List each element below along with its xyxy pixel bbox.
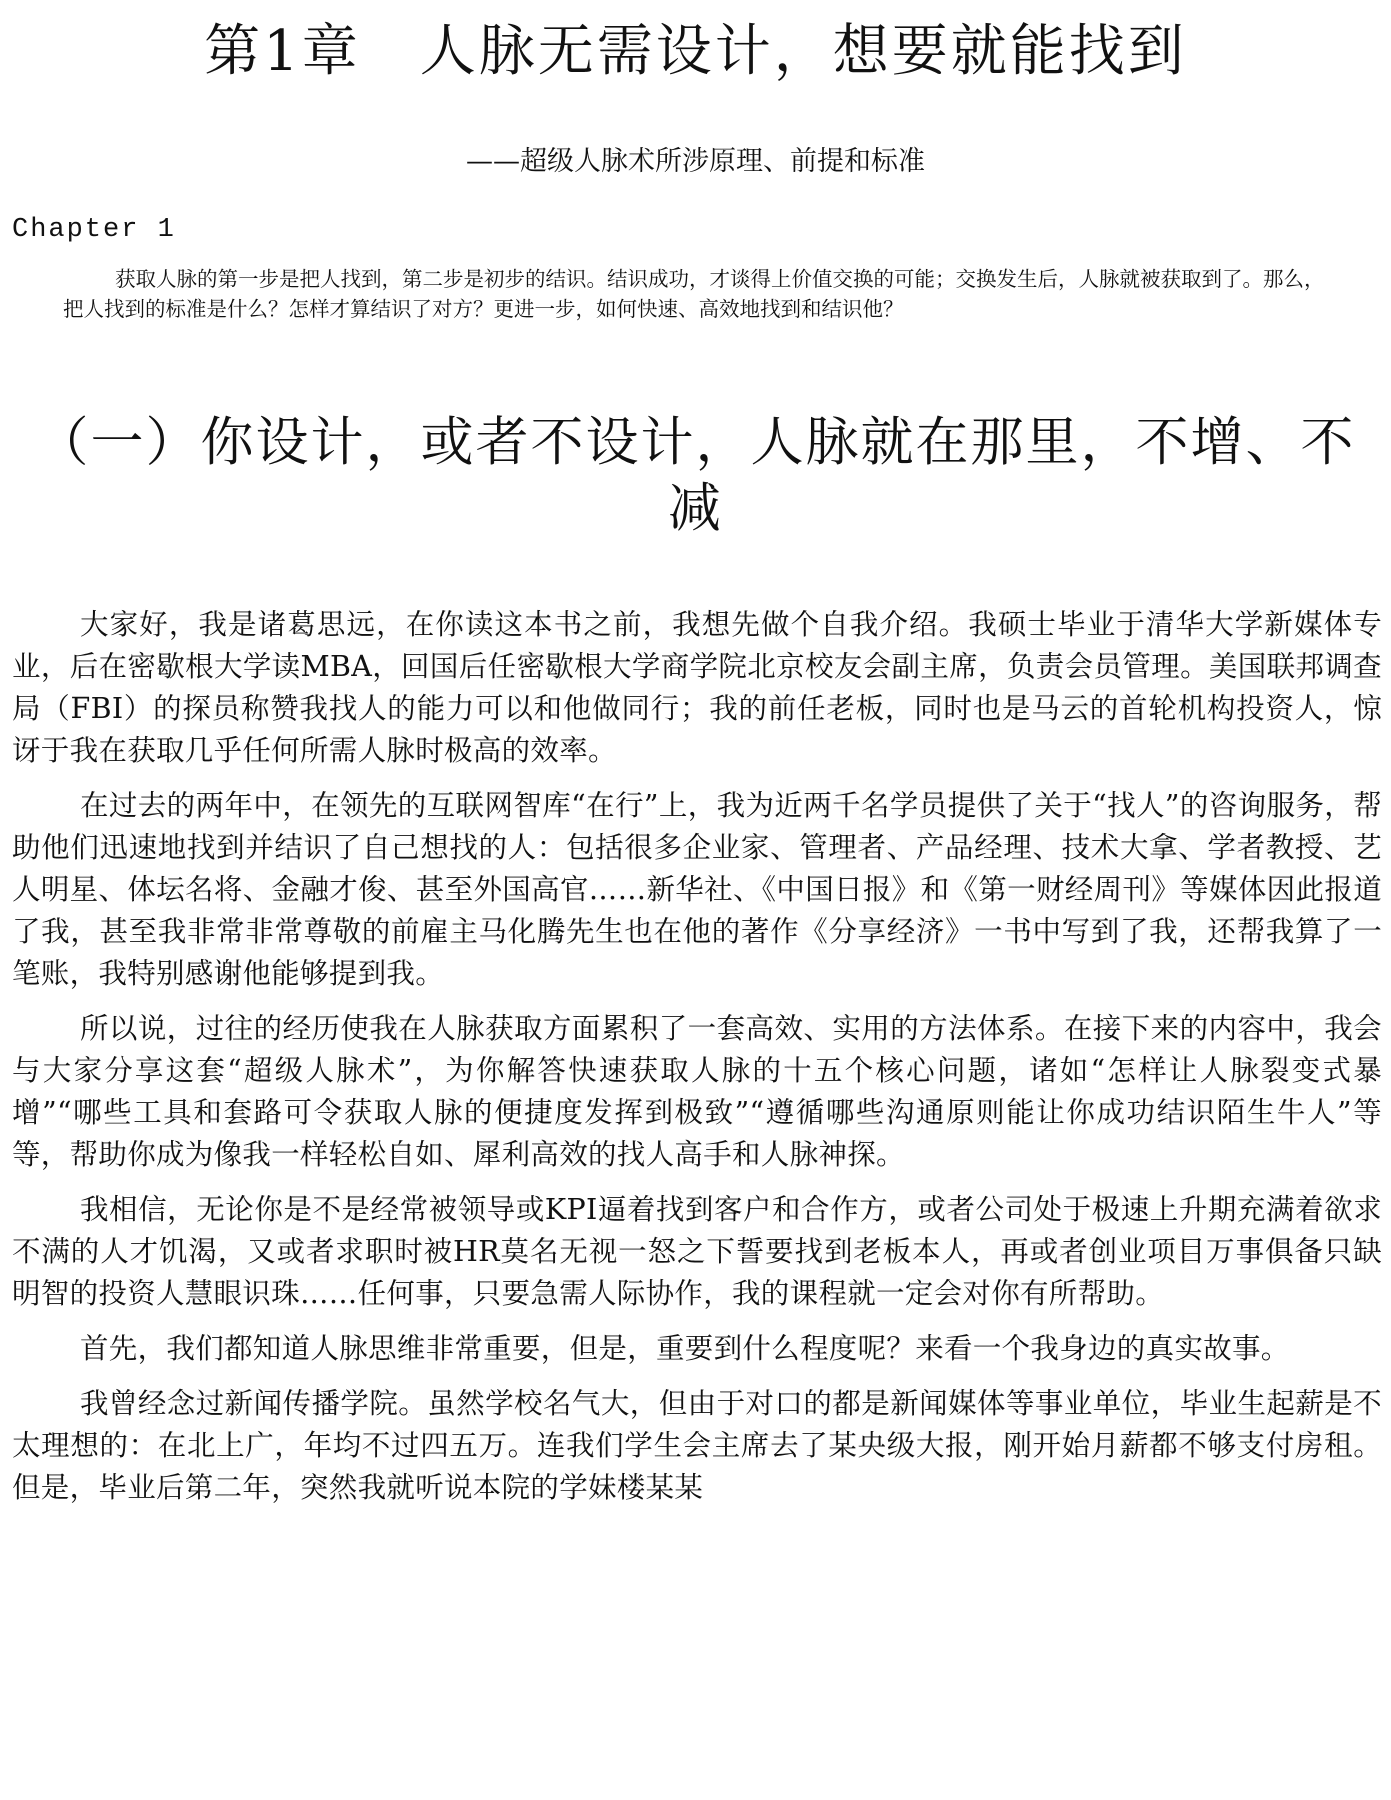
chapter-title: 第1章 人脉无需设计，想要就能找到 <box>204 19 1187 84</box>
paragraph-self-introduction: 大家好，我是诸葛思远，在你读这本书之前，我想先做个自我介绍。我硕士毕业于清华大学新媒体专业，后在密歇根大学读MBA，回国后任密歇根大学商学院北京校友会副主席，负责会员管理。美国联邦调查局（FBI）的探员称赞我找人的能力可以和他做同行；我的前任老板，同时也是马云的首轮机构投资人，惊讶于我在获取几乎任何所需人脉时极高的效率。 <box>12 608 1382 767</box>
paragraph-importance: 首先，我们都知道人脉思维非常重要，但是，重要到什么程度呢？来看一个我身边的真实故事。 <box>80 1332 1290 1365</box>
paragraph-method-overview: 所以说，过往的经历使我在人脉获取方面累积了一套高效、实用的方法体系。在接下来的内容中，我会与大家分享这套“超级人脉术”，为你解答快速获取人脉的十五个核心问题，诸如“怎样让人脉裂变式暴增”“哪些工具和套路可令获取人脉的便捷度发挥到极致”“遵循哪些沟通原则能让你成功结识陌生牛人”等等，帮助你成为像我一样轻松自如、犀利高效的找人高手和人脉神探。 <box>12 1012 1382 1171</box>
section-heading: （一）你设计，或者不设计，人脉就在那里，不增、不减 <box>35 412 1356 539</box>
paragraph-story: 我曾经念过新闻传播学院。虽然学校名气大，但由于对口的都是新闻媒体等事业单位，毕业生起薪是不太理想的：在北上广，年均不过四五万。连我们学生会主席去了某央级大报，刚开始月薪都不够支付房租。但是，毕业后第二年，突然我就听说本院的学妹楼某某 <box>12 1387 1382 1504</box>
paragraph-consulting-experience: 在过去的两年中，在领先的互联网智库“在行”上，我为近两千名学员提供了关于“找人”的咨询服务，帮助他们迅速地找到并结识了自己想找的人：包括很多企业家、管理者、产品经理、技术大拿、学者教授、艺人明星、体坛名将、金融才俊、甚至外国高官……新华社、《中国日报》和《第一财经周刊》等媒体因此报道了我，甚至我非常非常尊敬的前雇主马化腾先生也在他的著作《分享经济》一书中写到了我，还帮我算了一笔账，我特别感谢他能够提到我。 <box>12 789 1382 990</box>
chapter-intro: 获取人脉的第一步是把人找到，第二步是初步的结识。结识成功，才谈得上价值交换的可能；交换发生后，人脉就被获取到了。那么，把人找到的标准是什么？怎样才算结识了对方？更进一步，如何快速、高效地找到和结识他？ <box>63 267 1325 321</box>
chapter-subtitle: ——超级人脉术所涉原理、前提和标准 <box>466 146 925 177</box>
paragraph-audience: 我相信，无论你是不是经常被领导或KPI逼着找到客户和合作方，或者公司处于极速上升期充满着欲求不满的人才饥渴，又或者求职时被HR莫名无视一怒之下誓要找到老板本人，再或者创业项目万事俱备只缺明智的投资人慧眼识珠……任何事，只要急需人际协作，我的课程就一定会对你有所帮助。 <box>12 1193 1382 1310</box>
chapter-label: Chapter 1 <box>12 215 176 245</box>
body-text <box>12 604 1382 1522</box>
